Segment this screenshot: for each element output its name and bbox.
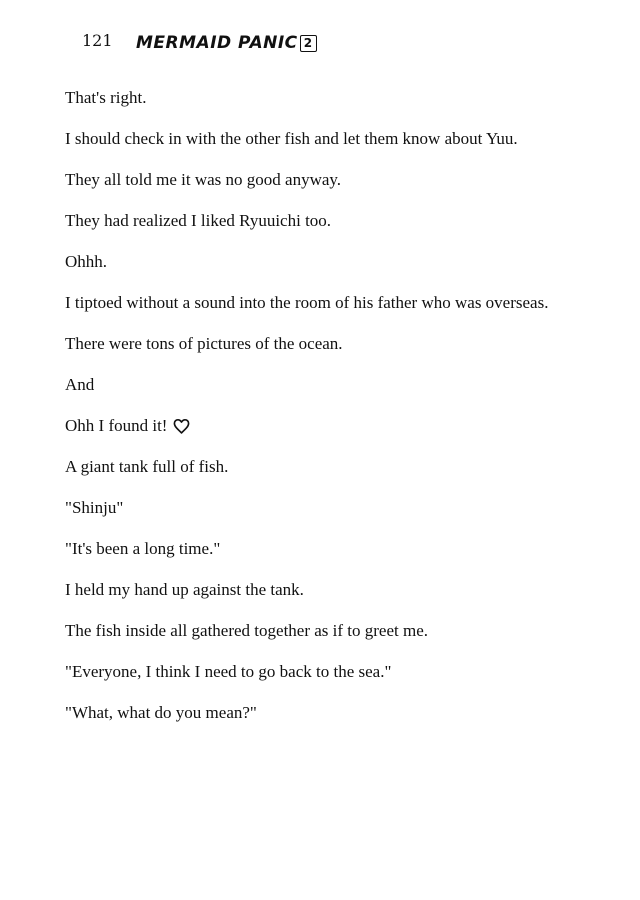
page-number: 121: [82, 31, 113, 50]
volume-badge: 2: [300, 35, 317, 52]
text-line: "Shinju": [65, 498, 124, 517]
text-line: That's right.: [65, 88, 147, 107]
book-title-text: MERMAID PANIC: [136, 33, 298, 53]
heart-icon: [173, 418, 190, 440]
text-line: The fish inside all gathered together as if to greet me.: [65, 621, 429, 640]
text-line: I tiptoed without a sound into the room of his father who was overseas.: [65, 293, 549, 312]
text-line: "Everyone, I think I need to go back to the sea.": [65, 662, 392, 681]
text-line: "What, what do you mean?": [65, 703, 257, 722]
text-line: They had realized I liked Ryuuichi too.: [65, 211, 332, 230]
text-line: "It's been a long time.": [65, 539, 221, 558]
text-line: Ohhh.: [65, 252, 108, 271]
text-line: And: [65, 375, 95, 394]
text-line: There were tons of pictures of the ocean.: [65, 334, 343, 353]
story-text: [65, 88, 625, 744]
text-line: I should check in with the other fish and let them know about Yuu.: [65, 129, 518, 148]
text-line: I held my hand up against the tank.: [65, 580, 304, 599]
text-line: Ohh I found it!: [65, 416, 168, 435]
text-line-with-heart: [65, 416, 625, 457]
text-line: A giant tank full of fish.: [65, 457, 229, 476]
book-title: [136, 33, 317, 53]
text-line: They all told me it was no good anyway.: [65, 170, 342, 189]
